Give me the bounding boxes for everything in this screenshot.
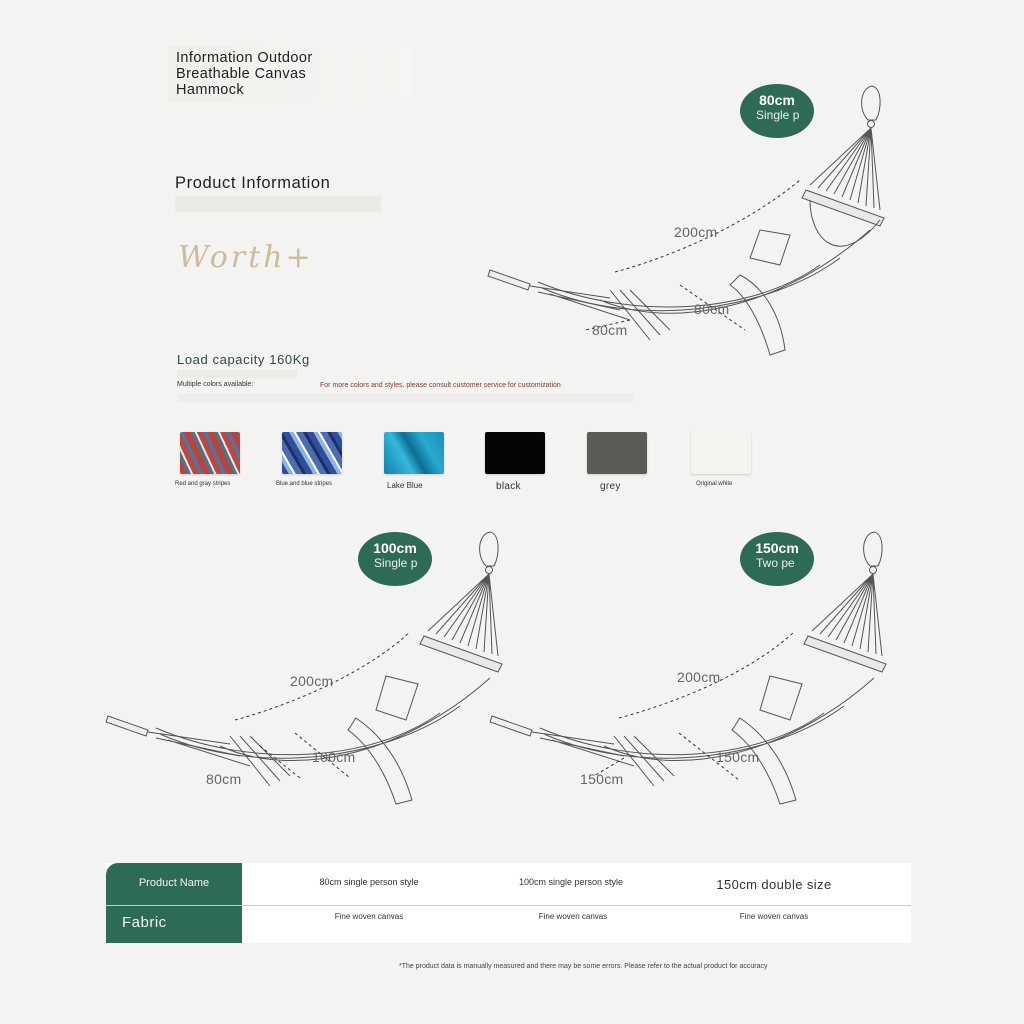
cell-fabric-80: Fine woven canvas bbox=[334, 912, 404, 921]
heading-subtitle-blur bbox=[175, 196, 381, 212]
title-line-1: Information Outdoor bbox=[176, 50, 313, 66]
size-badge-80cm bbox=[740, 84, 814, 138]
dimension-width-back-100: 100cm bbox=[312, 749, 356, 765]
cell-name-80: 80cm single person style bbox=[319, 877, 419, 887]
swatch-red-gray-stripes[interactable] bbox=[180, 432, 240, 474]
swatch-original-white[interactable] bbox=[691, 432, 751, 474]
cell-fabric-100: Fine woven canvas bbox=[538, 912, 608, 921]
dimension-length-100: 200cm bbox=[290, 673, 334, 689]
dimension-width-front-150: 150cm bbox=[580, 771, 624, 787]
spec-row-labels bbox=[106, 863, 242, 943]
colors-available-label: Multiple colors available: bbox=[177, 381, 254, 388]
badge-size-label: 150cm bbox=[755, 540, 799, 556]
customization-note-blur bbox=[178, 394, 634, 402]
dimension-width-front-100: 80cm bbox=[206, 771, 242, 787]
load-capacity-subtitle-blur bbox=[177, 370, 297, 378]
spec-row-divider bbox=[106, 905, 911, 906]
cell-name-150: 150cm double size bbox=[716, 877, 832, 892]
swatch-label-red-gray: Red and gray stripes bbox=[175, 481, 231, 487]
row-label-product-name: Product Name bbox=[138, 877, 210, 889]
spec-table bbox=[106, 863, 911, 943]
dimension-length-150: 200cm bbox=[677, 669, 721, 685]
swatch-black[interactable] bbox=[485, 432, 545, 474]
size-badge-150cm bbox=[740, 532, 814, 586]
cell-fabric-150: Fine woven canvas bbox=[739, 912, 809, 921]
title-line-3: Hammock bbox=[176, 82, 245, 98]
customization-note: For more colors and styles, please consult customer service for customization bbox=[320, 382, 561, 389]
badge-type-label: Single p bbox=[756, 108, 800, 122]
swatch-label-blue-stripes: Blue and blue stripes bbox=[276, 481, 333, 487]
swatch-label-original-white: Original white bbox=[696, 481, 733, 487]
swatch-label-lake-blue: Lake Blue bbox=[387, 481, 423, 490]
badge-type-label: Two pe bbox=[756, 556, 795, 570]
swatch-label-grey: grey bbox=[600, 481, 621, 492]
section-heading: Product Information bbox=[175, 174, 331, 192]
badge-size-label: 80cm bbox=[759, 92, 795, 108]
row-label-fabric: Fabric bbox=[122, 914, 167, 931]
cell-name-100: 100cm single person style bbox=[518, 877, 624, 887]
dimension-length-80: 200cm bbox=[674, 224, 718, 240]
title-line-2: Breathable Canvas bbox=[176, 66, 307, 82]
swatch-blue-stripes[interactable] bbox=[282, 432, 342, 474]
load-capacity: Load capacity 160Kg bbox=[177, 352, 310, 367]
swatch-label-black: black bbox=[496, 481, 521, 492]
swatch-grey[interactable] bbox=[587, 432, 647, 474]
size-badge-100cm bbox=[358, 532, 432, 586]
dimension-width-back-80: 80cm bbox=[694, 301, 730, 317]
swatch-lake-blue[interactable] bbox=[384, 432, 444, 474]
badge-size-label: 100cm bbox=[373, 540, 417, 556]
measurement-disclaimer: *The product data is manually measured and there may be some errors. Please refer to the actual product for accuracy bbox=[399, 963, 768, 970]
brand-signature: Worth+ bbox=[178, 240, 314, 275]
product-title bbox=[168, 46, 413, 102]
dimension-width-back-150: 150cm bbox=[716, 749, 760, 765]
dimension-width-front-80: 80cm bbox=[592, 322, 628, 338]
badge-type-label: Single p bbox=[374, 556, 418, 570]
